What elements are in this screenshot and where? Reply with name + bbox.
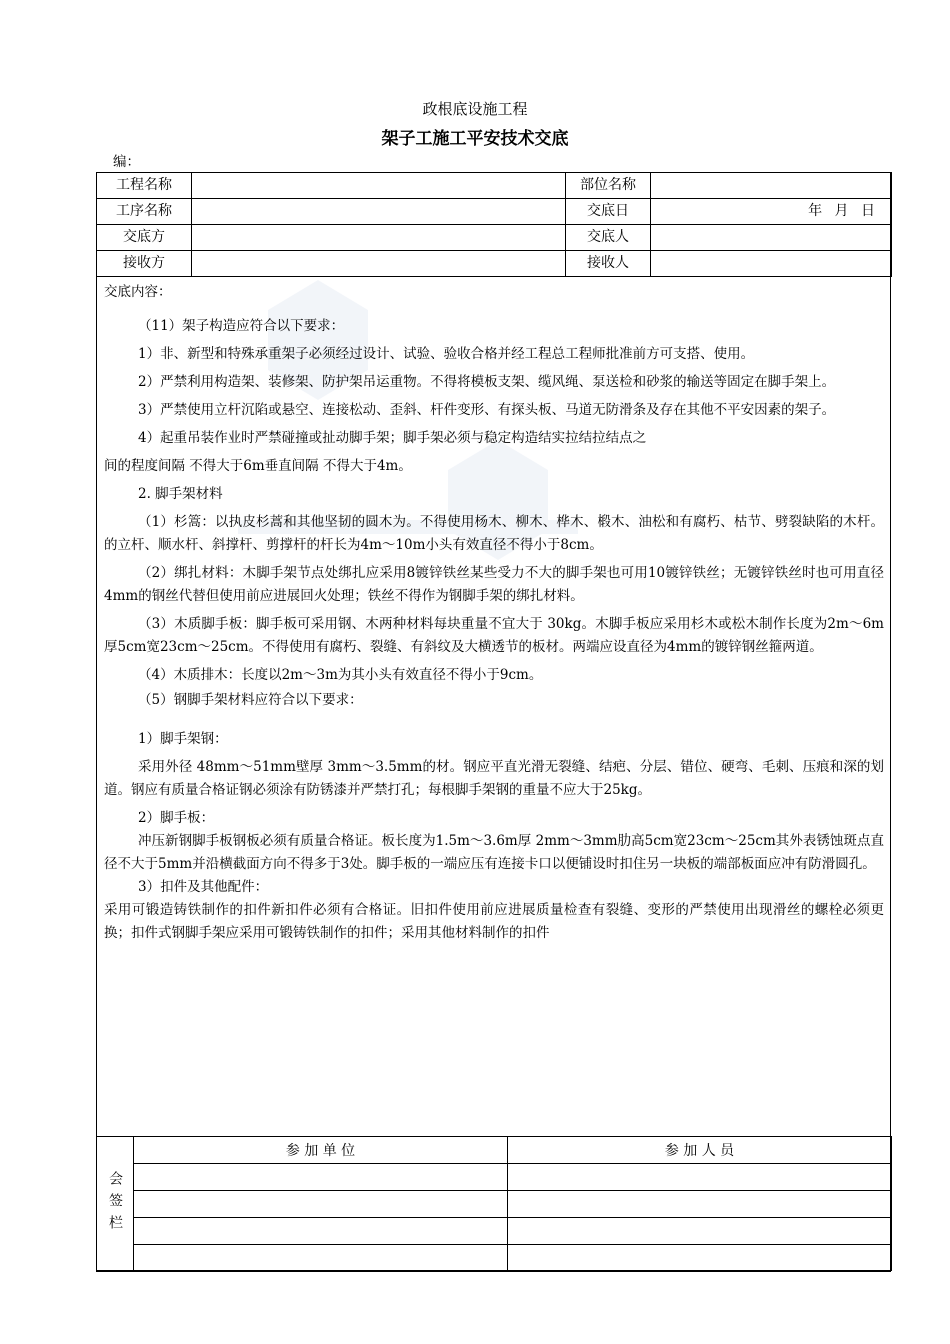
person-field[interactable] xyxy=(508,1191,892,1218)
unit-field[interactable] xyxy=(134,1218,508,1245)
part-name-label: 部位名称 xyxy=(566,173,651,199)
paragraph: 1）脚手架钢： xyxy=(138,731,228,747)
unit-field[interactable] xyxy=(134,1164,508,1191)
handover-person-field[interactable] xyxy=(651,225,892,251)
handover-date-field[interactable]: 年 月 日 xyxy=(651,199,892,225)
handover-date-label: 交底日 xyxy=(566,199,651,225)
editor-label: 编： xyxy=(113,154,140,170)
table-row xyxy=(97,225,892,251)
unit-field[interactable] xyxy=(134,1191,508,1218)
paragraph: （1）杉篙：以执皮杉蒿和其他坚韧的圆木为。不得使用杨木、柳木、桦木、椴木、油松和有腐朽、枯节、劈裂缺陷的木杆。的立杆、顺水杆、斜撑杆、剪撑杆的杆长为4m～10m小头有效直径不得小于8cm。 xyxy=(104,514,884,553)
table-row xyxy=(97,1191,892,1218)
person-field[interactable] xyxy=(508,1164,892,1191)
info-table xyxy=(96,172,892,277)
part-name-field[interactable] xyxy=(651,173,892,199)
receiver-person-label: 接收人 xyxy=(566,251,651,277)
handover-party-label: 交底方 xyxy=(97,225,192,251)
content-heading: 交底内容： xyxy=(104,284,172,300)
unit-field[interactable] xyxy=(134,1245,508,1271)
signoff-table xyxy=(96,1136,892,1271)
paragraph: 4）起重吊装作业时严禁碰撞或扯动脚手架；脚手架必须与稳定构造结实拉结拉结点之 xyxy=(138,430,647,446)
receiver-person-field[interactable] xyxy=(651,251,892,277)
paragraph: （3）木质脚手板：脚手板可采用钢、木两种材料每块重量不宜大于 30kg。木脚手板应采用杉木或松木制作长度为2m～6m厚5cm宽23cm～25cm。不得使用有腐朽、裂缝、有斜纹及大横透节的板材。两端应设直径为4mm的镀锌钢丝箍两道。 xyxy=(104,616,884,655)
paragraph: 采用外径 48mm～51mm壁厚 3mm～3.5mm的材。钢应平直光滑无裂缝、结疤、分层、错位、硬弯、毛刺、压痕和深的划道。钢应有质量合格证钢必须涂有防锈漆并严禁打孔；每根脚手架钢的重量不应大于25kg。 xyxy=(104,759,884,798)
signoff-side-label: 会签栏 xyxy=(97,1137,134,1271)
paragraph: （4）木质排木：长度以2m～3m为其小头有效直径不得小于9cm。 xyxy=(138,667,543,683)
handover-person-label: 交底人 xyxy=(566,225,651,251)
paragraph: 3）扣件及其他配件： xyxy=(138,879,269,895)
document-title: 架子工施工平安技术交底 xyxy=(381,129,569,149)
paragraph: 3）严禁使用立杆沉陷或悬空、连接松动、歪斜、杆件变形、有探头板、马道无防滑条及存在其他不平安因素的架子。 xyxy=(138,402,836,418)
paragraph: 间的程度间隔 不得大于6m垂直间隔 不得大于4m。 xyxy=(104,458,412,474)
process-name-label: 工序名称 xyxy=(97,199,192,225)
table-row xyxy=(97,199,892,225)
participating-person-header: 参 加 人 员 xyxy=(508,1137,892,1164)
handover-party-field[interactable] xyxy=(192,225,566,251)
person-field[interactable] xyxy=(508,1218,892,1245)
content-body xyxy=(104,281,884,945)
person-field[interactable] xyxy=(508,1245,892,1271)
project-name-label: 工程名称 xyxy=(97,173,192,199)
table-row xyxy=(97,1164,892,1191)
paragraph: （5）钢脚手架材料应符合以下要求： xyxy=(138,692,363,708)
table-row xyxy=(97,251,892,277)
receiver-party-field[interactable] xyxy=(192,251,566,277)
paragraph: 2）脚手板： xyxy=(138,810,215,826)
table-row xyxy=(97,173,892,199)
paragraph: 2. 脚手架材料 xyxy=(138,486,223,502)
process-name-field[interactable] xyxy=(192,199,566,225)
paragraph: 采用可锻造铸铁制作的扣件新扣件必须有合格证。旧扣件使用前应进展质量检查有裂缝、变形的严禁使用出现滑丝的螺栓必须更换；扣件式钢脚手架应采用可锻铸铁制作的扣件；采用其他材料制作的扣件 xyxy=(104,902,884,941)
receiver-party-label: 接收方 xyxy=(97,251,192,277)
table-row xyxy=(97,1218,892,1245)
table-row xyxy=(97,1245,892,1271)
paragraph: 2）严禁利用构造架、装修架、防护架吊运重物。不得将模板支架、缆风绳、泵送检和砂浆的输送等固定在脚手架上。 xyxy=(138,374,836,390)
paragraph: 1）非、新型和特殊承重架子必须经过设计、试验、验收合格并经工程总工程师批准前方可支搭、使用。 xyxy=(138,346,755,362)
paragraph: 冲压新钢脚手板钢板必须有质量合格证。板长度为1.5m～3.6m厚 2mm～3mm肋高5cm宽23cm～25cm其外表锈蚀斑点直径不大于5mm并沿横截面方向不得多于3处。脚手板的一端应压有连接卡口以便铺设时扣住另一块板的端部板面应冲有防滑圆孔。 xyxy=(104,833,884,872)
paragraph: （2）绑扎材料：木脚手架节点处绑扎应采用8镀锌铁丝某些受力不大的脚手架也可用10镀锌铁丝；无镀锌铁丝时也可用直径4mm的钢丝代替但使用前应进展回火处理；铁丝不得作为钢脚手架的绑扎材料。 xyxy=(104,565,884,604)
table-row xyxy=(97,1137,892,1164)
project-name-field[interactable] xyxy=(192,173,566,199)
paragraph: （11）架子构造应符合以下要求： xyxy=(138,318,345,334)
project-title: 政根底设施工程 xyxy=(422,100,528,118)
participating-unit-header: 参 加 单 位 xyxy=(134,1137,508,1164)
